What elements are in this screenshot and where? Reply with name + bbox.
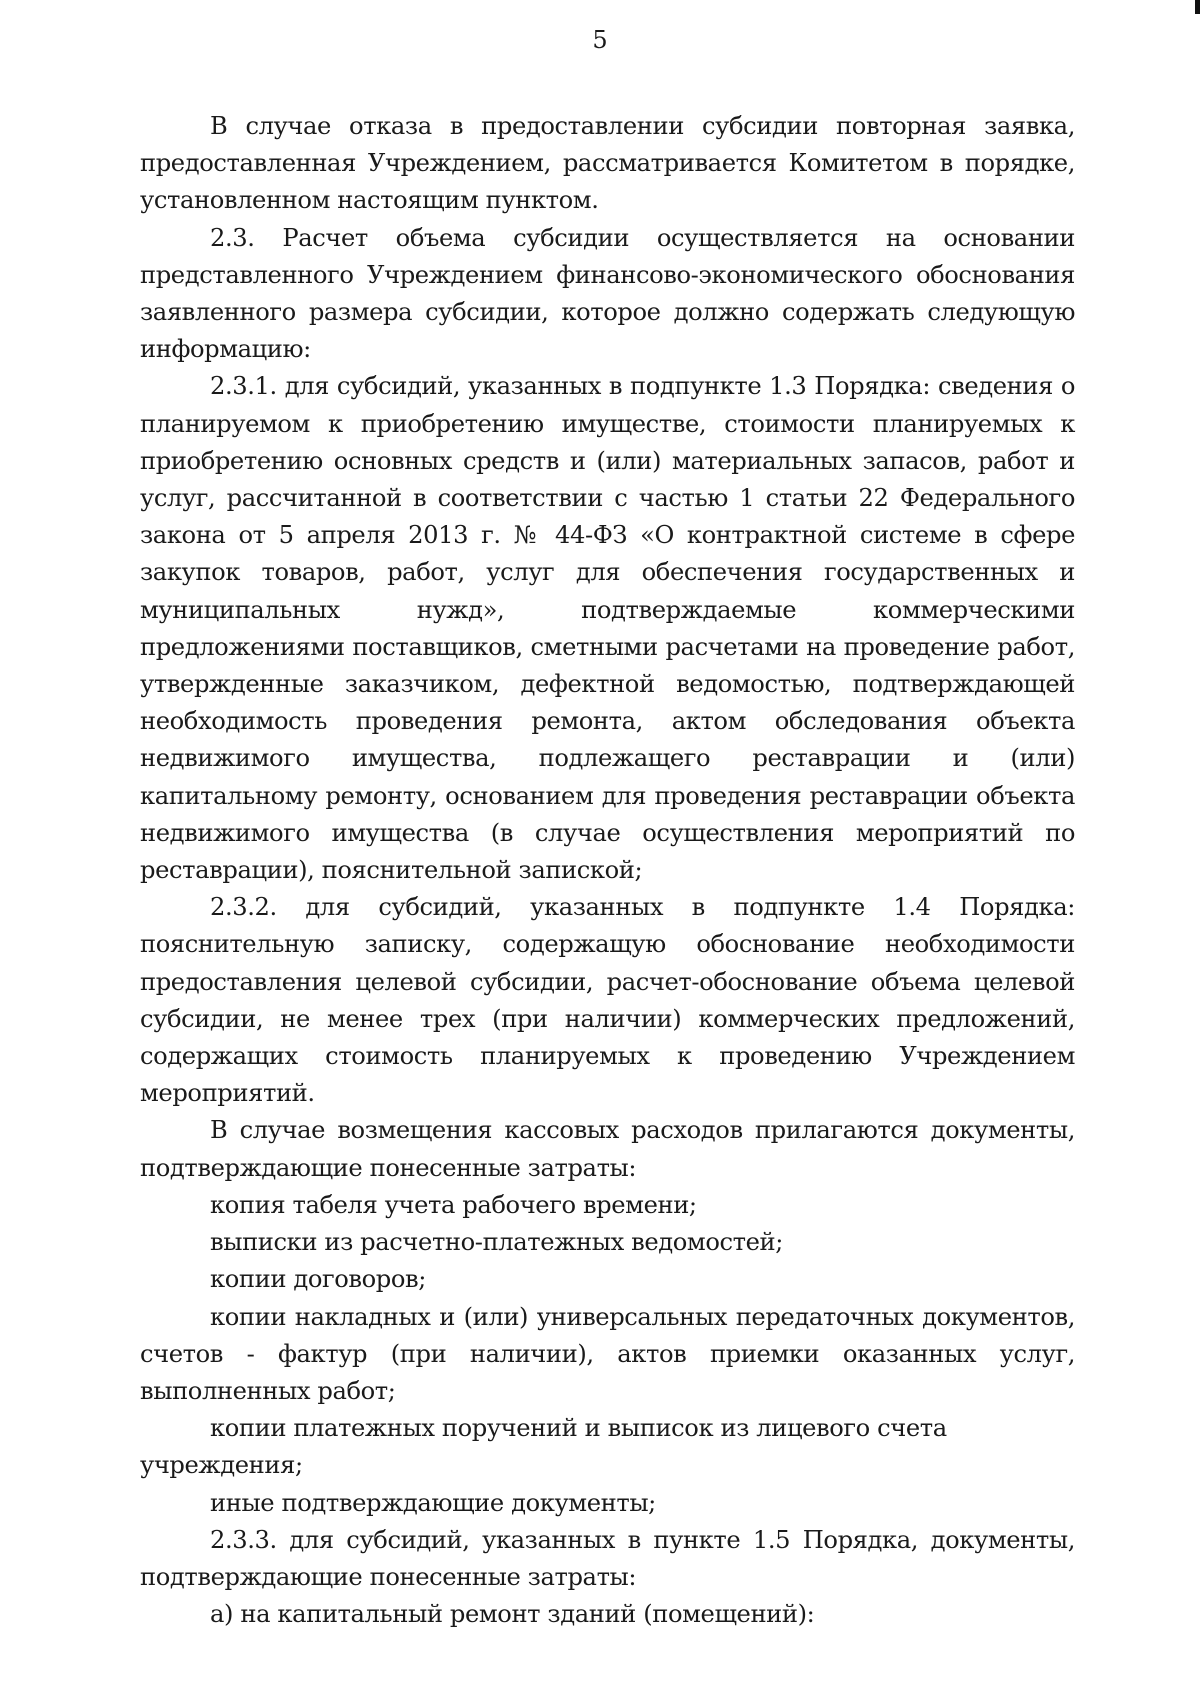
list-item-payroll-extracts: выписки из расчетно-платежных ведомостей; — [210, 1228, 784, 1257]
paragraph-2-3-3: 2.3.3. для субсидий, указанных в пункте 1.5 Порядка, документы, подтверждающие понесенные затраты: — [140, 1525, 1075, 1591]
page-number: 5 — [592, 26, 608, 54]
paragraph-2-3-1: 2.3.1. для субсидий, указанных в подпункте 1.3 Порядка: сведения о планируемом к приобретению имуществе, стоимости планируемых к приобретению основных средств и (или) материальных запасов, работ и услуг, рассчитанной в соответствии с частью 1 статьи 22 Федерального закона от 5 апреля 2013 г. № 44-ФЗ «О контрактной системе в сфере закупок товаров, работ, услуг для обеспечения государственных и муниципальных нужд», подтверждаемые коммерческими предложениями поставщиков, сметными расчетами на проведение работ, утвержденные заказчиком, дефектной ведомостью, подтверждающей необходимость проведения ремонта, актом обследования объекта недвижимого имущества, подлежащего реставрации и (или) капитальному ремонту, основанием для проведения реставрации объекта недвижимого имущества (в случае осуществления мероприятий по реставрации), пояснительной запиской; — [140, 372, 1075, 885]
list-item-invoices: копии накладных и (или) универсальных передаточных документов, счетов - фактур (при наличии), актов приемки оказанных услуг, выполненных работ; — [140, 1302, 1075, 1405]
paragraph-cash-reimbursement: В случае возмещения кассовых расходов прилагаются документы, подтверждающие понесенные затраты: — [140, 1116, 1075, 1182]
subitem-a-capital-repair: а) на капитальный ремонт зданий (помещений): — [210, 1600, 815, 1629]
document-body — [140, 108, 1075, 1633]
list-item-payment-orders: копии платежных поручений и выписок из лицевого счета учреждения; — [140, 1414, 947, 1480]
list-item-timesheet: копия табеля учета рабочего времени; — [210, 1190, 697, 1219]
list-item-contracts: копии договоров; — [210, 1265, 427, 1294]
paragraph-2-3-2: 2.3.2. для субсидий, указанных в подпункте 1.4 Порядка: пояснительную записку, содержащую обоснование необходимости предоставления целевой субсидии, расчет-обоснование объема целевой субсидии, не менее трех (при наличии) коммерческих предложений, содержащих стоимость планируемых к проведению Учреждением мероприятий. — [140, 893, 1075, 1108]
paragraph-2-3: 2.3. Расчет объема субсидии осуществляется на основании представленного Учреждением финансово-экономического обоснования заявленного размера субсидии, которое должно содержать следующую информацию: — [140, 223, 1075, 364]
paragraph-repeat-application: В случае отказа в предоставлении субсидии повторная заявка, предоставленная Учреждением, рассматривается Комитетом в порядке, установленном настоящим пунктом. — [140, 112, 1075, 215]
list-item-other-documents: иные подтверждающие документы; — [210, 1488, 656, 1517]
scan-edge-mark — [1195, 0, 1200, 14]
